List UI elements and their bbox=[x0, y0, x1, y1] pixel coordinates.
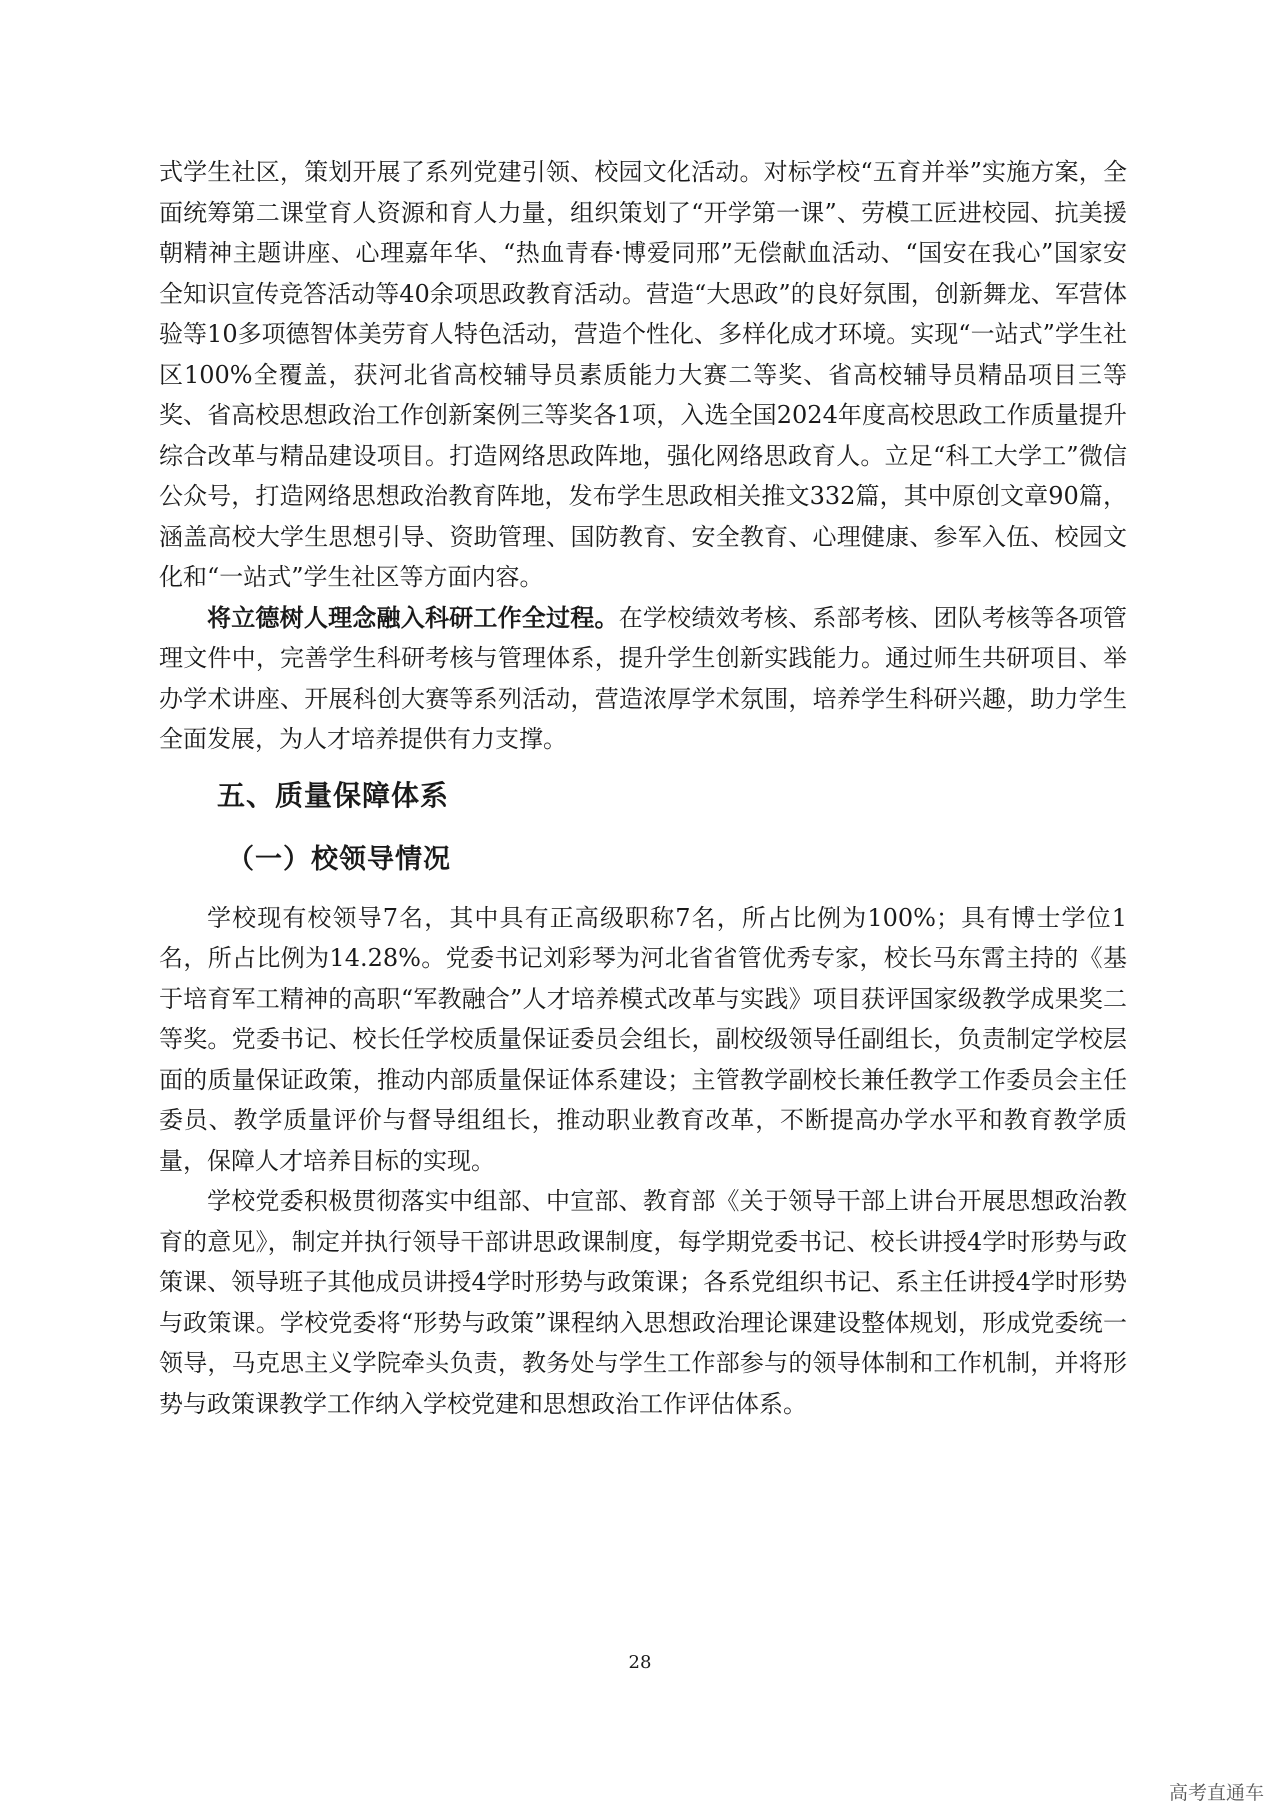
document-body bbox=[159, 152, 1127, 1424]
watermark-text: 高考直通车 bbox=[1168, 1782, 1264, 1804]
paragraph-research-body: 在学校绩效考核、系部考核、团队考核等各项管理文件中，完善学生科研考核与管理体系，提升学生创新实践能力。通过师生共研项目、举办学术讲座、开展科创大赛等系列活动，营造浓厚学术氛围，培养学生科研兴趣，助力学生全面发展，为人才培养提供有力支撑。 bbox=[159, 603, 1128, 753]
subsection-heading-school-leaders: （一）校领导情况 bbox=[227, 843, 451, 875]
section-heading-quality-assurance: 五、质量保障体系 bbox=[217, 778, 450, 812]
paragraph-party-committee: 学校党委积极贯彻落实中组部、中宣部、教育部《关于领导干部上讲台开展思想政治教育的意见》，制定并执行领导干部讲思政课制度，每学期党委书记、校长讲授4学时形势与政策课、领导班子其他成员讲授4学时形势与政策课；各系党组织书记、系主任讲授4学时形势与政策课。学校党委将“形势与政策”课程纳入思想政治理论课建设整体规划，形成党委统一领导，马克思主义学院牵头负责，教务处与学生工作部参与的领导体制和工作机制，并将形势与政策课教学工作纳入学校党建和思想政治工作评估体系。 bbox=[159, 1187, 1127, 1418]
paragraph-research bbox=[159, 598, 1127, 760]
paragraph-student-community: 式学生社区，策划开展了系列党建引领、校园文化活动。对标学校“五育并举”实施方案，全面统筹第二课堂育人资源和育人力量，组织策划了“开学第一课”、劳模工匠进校园、抗美援朝精神主题讲座、心理嘉年华、“热血青春·博爱同邢”无偿献血活动、“国安在我心”国家安全知识宣传竞答活动等40余项思政教育活动。营造“大思政”的良好氛围，创新舞龙、军营体验等10多项德智体美劳育人特色活动，营造个性化、多样化成才环境。实现“一站式”学生社区100%全覆盖，获河北省高校辅导员素质能力大赛二等奖、省高校辅导员精品项目三等奖、省高校思想政治工作创新案例三等奖各1项，入选全国2024年度高校思政工作质量提升综合改革与精品建设项目。打造网络思政阵地，强化网络思政育人。立足“科工大学工”微信公众号，打造网络思想政治教育阵地，发布学生思政相关推文332篇，其中原创文章90篇，涵盖高校大学生思想引导、资助管理、国防教育、安全教育、心理健康、参军入伍、校园文化和“一站式”学生社区等方面内容。 bbox=[159, 158, 1127, 591]
paragraph-school-leaders: 学校现有校领导7名，其中具有正高级职称7名，所占比例为100%；具有博士学位1名，所占比例为14.28%。党委书记刘彩琴为河北省省管优秀专家，校长马东霄主持的《基于培育军工精神的高职“军教融合”人才培养模式改革与实践》项目获评国家级教学成果奖二等奖。党委书记、校长任学校质量保证委员会组长，副校级领导任副组长，负责制定学校层面的质量保证政策，推动内部质量保证体系建设；主管教学副校长兼任教学工作委员会主任委员、教学质量评价与督导组组长，推动职业教育改革，不断提高办学水平和教育教学质量，保障人才培养目标的实现。 bbox=[159, 903, 1127, 1175]
page-number: 28 bbox=[628, 1652, 652, 1673]
paragraph-lead-research: 将立德树人理念融入科研工作全过程。 bbox=[207, 602, 619, 632]
